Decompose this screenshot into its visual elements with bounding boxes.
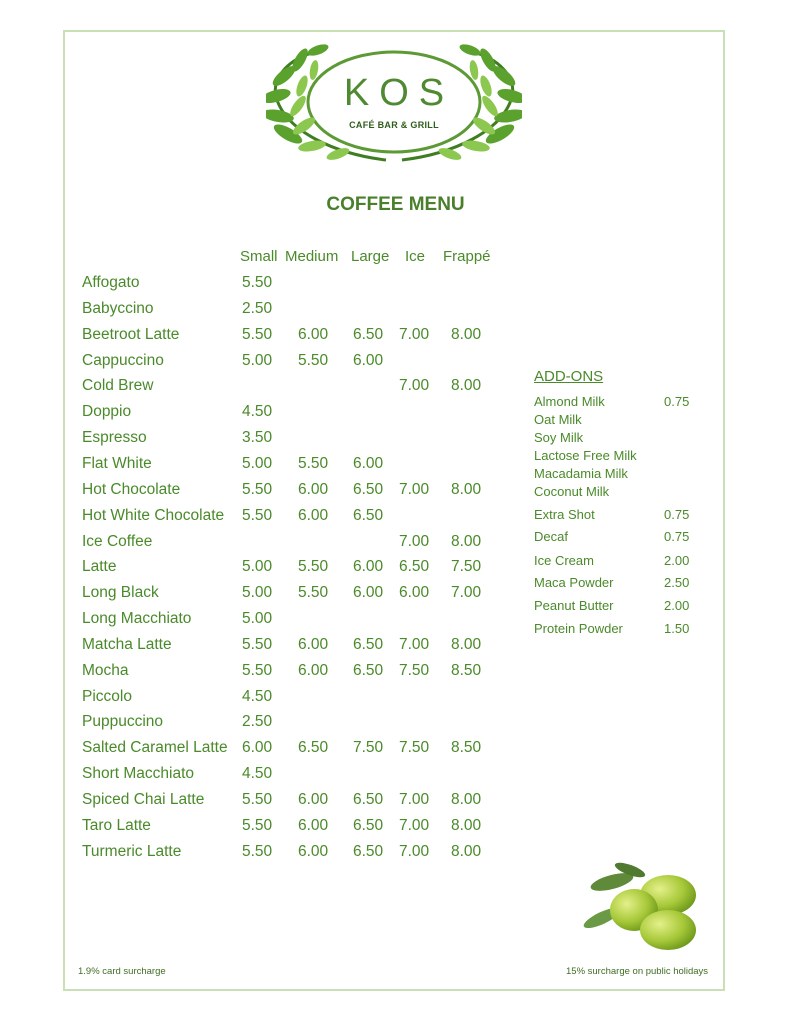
price-medium: 6.00 [298,661,329,679]
item-name: Babyccino [82,299,154,317]
price-small: 5.50 [242,791,273,808]
menu-row [82,843,502,867]
price-frappe: 8.00 [451,480,482,498]
addons-title: ADD-ONS [534,368,604,385]
price-small: 5.50 [242,635,273,653]
menu-row [82,791,502,815]
olive-icon [582,860,702,955]
item-name: Taro Latte [82,816,151,834]
price-ice: 6.00 [399,584,430,602]
price-ice: 7.00 [399,791,430,808]
price-small: 5.50 [242,816,273,834]
menu-row [82,739,502,763]
item-name: Flat White [82,454,152,472]
item-name: Affogato [82,274,140,291]
addon-price: 0.75 [664,529,690,544]
price-frappe: 8.00 [451,791,482,808]
price-medium: 6.50 [298,739,329,757]
menu-row [82,300,502,324]
price-frappe: 8.50 [451,739,482,757]
item-name: Spiced Chai Latte [82,791,205,808]
addon-name: Lactose Free Milk [534,448,637,463]
menu-row [82,610,502,634]
column-header-ice: Ice [405,248,426,265]
price-medium: 5.50 [298,558,329,576]
column-header-medium: Medium [285,248,339,265]
addon-price: 1.50 [664,621,690,636]
menu-row [82,481,502,505]
price-ice: 7.00 [399,842,430,860]
menu-row [82,455,502,479]
addon-name: Decaf [534,529,568,544]
price-large: 6.50 [353,325,384,343]
price-medium: 5.50 [298,351,329,369]
price-large: 6.50 [353,842,384,860]
price-frappe: 8.00 [451,377,482,395]
addon-price: 0.75 [664,394,690,409]
price-ice: 7.00 [399,635,430,653]
price-small: 3.50 [242,429,273,447]
menu-row [82,533,502,557]
price-large: 6.00 [353,351,384,369]
price-frappe: 8.00 [451,325,482,343]
item-name: Hot White Chocolate [82,506,225,524]
price-large: 6.00 [353,558,384,576]
price-medium: 6.00 [298,635,329,653]
addon-name: Protein Powder [534,621,623,636]
addon-name: Ice Cream [534,553,594,568]
price-frappe: 7.50 [451,558,482,576]
price-large: 6.50 [353,635,384,653]
price-small: 4.50 [242,403,273,421]
menu-row [82,584,502,608]
price-medium: 5.50 [298,584,329,602]
menu-row [82,688,502,712]
price-small: 5.00 [242,610,273,628]
menu-row [82,274,502,298]
item-name: Piccolo [82,687,132,705]
price-medium: 6.00 [298,842,329,860]
price-ice: 7.00 [399,377,430,395]
brand-subtitle: CAFÉ BAR & GRILL [349,120,439,130]
menu-row [82,352,502,376]
price-large: 6.50 [353,791,384,808]
addon-price: 0.75 [664,507,690,522]
price-small: 5.50 [242,506,273,524]
addon-name: Macadamia Milk [534,466,628,481]
addon-name: Maca Powder [534,575,614,590]
card-surcharge-note: 1.9% card surcharge [78,966,166,977]
item-name: Long Macchiato [82,610,192,628]
holiday-surcharge-note: 15% surcharge on public holidays [566,966,709,977]
addon-name: Soy Milk [534,430,584,445]
menu-row [82,765,502,789]
price-ice: 7.00 [399,480,430,498]
menu-row [82,662,502,686]
column-header-large: Large [351,248,390,265]
price-small: 2.50 [242,299,273,317]
item-name: Short Macchiato [82,765,194,783]
item-name: Hot Chocolate [82,480,181,498]
item-name: Salted Caramel Latte [82,739,228,757]
price-small: 4.50 [242,687,273,705]
addon-name: Coconut Milk [534,484,610,499]
menu-row [82,507,502,531]
item-name: Puppuccino [82,713,164,731]
price-medium: 6.00 [298,325,329,343]
addon-name: Peanut Butter [534,598,614,613]
item-name: Cold Brew [82,377,154,395]
price-frappe: 8.00 [451,532,482,550]
item-name: Turmeric Latte [82,842,182,860]
price-large: 6.00 [353,584,384,602]
price-ice: 6.50 [399,558,430,576]
price-medium: 6.00 [298,816,329,834]
price-frappe: 8.50 [451,661,482,679]
price-ice: 7.00 [399,816,430,834]
price-small: 5.00 [242,351,273,369]
price-ice: 7.00 [399,532,430,550]
price-small: 5.50 [242,274,273,291]
kos-logo [266,42,522,168]
price-small: 4.50 [242,765,273,783]
price-small: 6.00 [242,739,273,757]
addon-name: Almond Milk [534,394,605,409]
addon-price: 2.50 [664,575,690,590]
item-name: Beetroot Latte [82,325,180,343]
price-small: 5.00 [242,454,273,472]
price-frappe: 8.00 [451,842,482,860]
price-large: 6.50 [353,480,384,498]
item-name: Espresso [82,429,147,447]
price-ice: 7.50 [399,739,430,757]
menu-row [82,326,502,350]
menu-row [82,558,502,582]
price-large: 6.50 [353,816,384,834]
menu-row [82,377,502,401]
menu-row [82,636,502,660]
price-small: 5.00 [242,558,273,576]
price-small: 2.50 [242,713,273,731]
menu-row [82,403,502,427]
olives-illustration [582,860,702,955]
price-small: 5.50 [242,661,273,679]
price-medium: 5.50 [298,454,329,472]
price-frappe: 7.00 [451,584,482,602]
item-name: Cappuccino [82,351,164,369]
addon-price: 2.00 [664,553,690,568]
menu-row [82,817,502,841]
price-large: 6.50 [353,506,384,524]
item-name: Mocha [82,661,129,679]
price-ice: 7.50 [399,661,430,679]
price-large: 6.00 [353,454,384,472]
addon-name: Oat Milk [534,412,582,427]
price-medium: 6.00 [298,506,329,524]
menu-row [82,713,502,737]
price-medium: 6.00 [298,480,329,498]
item-name: Long Black [82,584,159,602]
item-name: Doppio [82,403,132,421]
price-small: 5.50 [242,480,273,498]
item-name: Matcha Latte [82,635,172,653]
item-name: Ice Coffee [82,532,153,550]
brand-name: KOS [343,72,455,114]
column-header-frappe: Frappé [443,248,491,265]
page-title: COFFEE MENU [326,194,465,215]
item-name: Latte [82,558,117,576]
price-medium: 6.00 [298,791,329,808]
price-ice: 7.00 [399,325,430,343]
price-frappe: 8.00 [451,816,482,834]
price-small: 5.50 [242,325,273,343]
column-header-small: Small [240,248,278,265]
price-large: 6.50 [353,661,384,679]
price-frappe: 8.00 [451,635,482,653]
price-large: 7.50 [353,739,384,757]
addon-name: Extra Shot [534,507,595,522]
menu-row [82,429,502,453]
price-small: 5.50 [242,842,273,860]
addon-price: 2.00 [664,598,690,613]
price-small: 5.00 [242,584,273,602]
